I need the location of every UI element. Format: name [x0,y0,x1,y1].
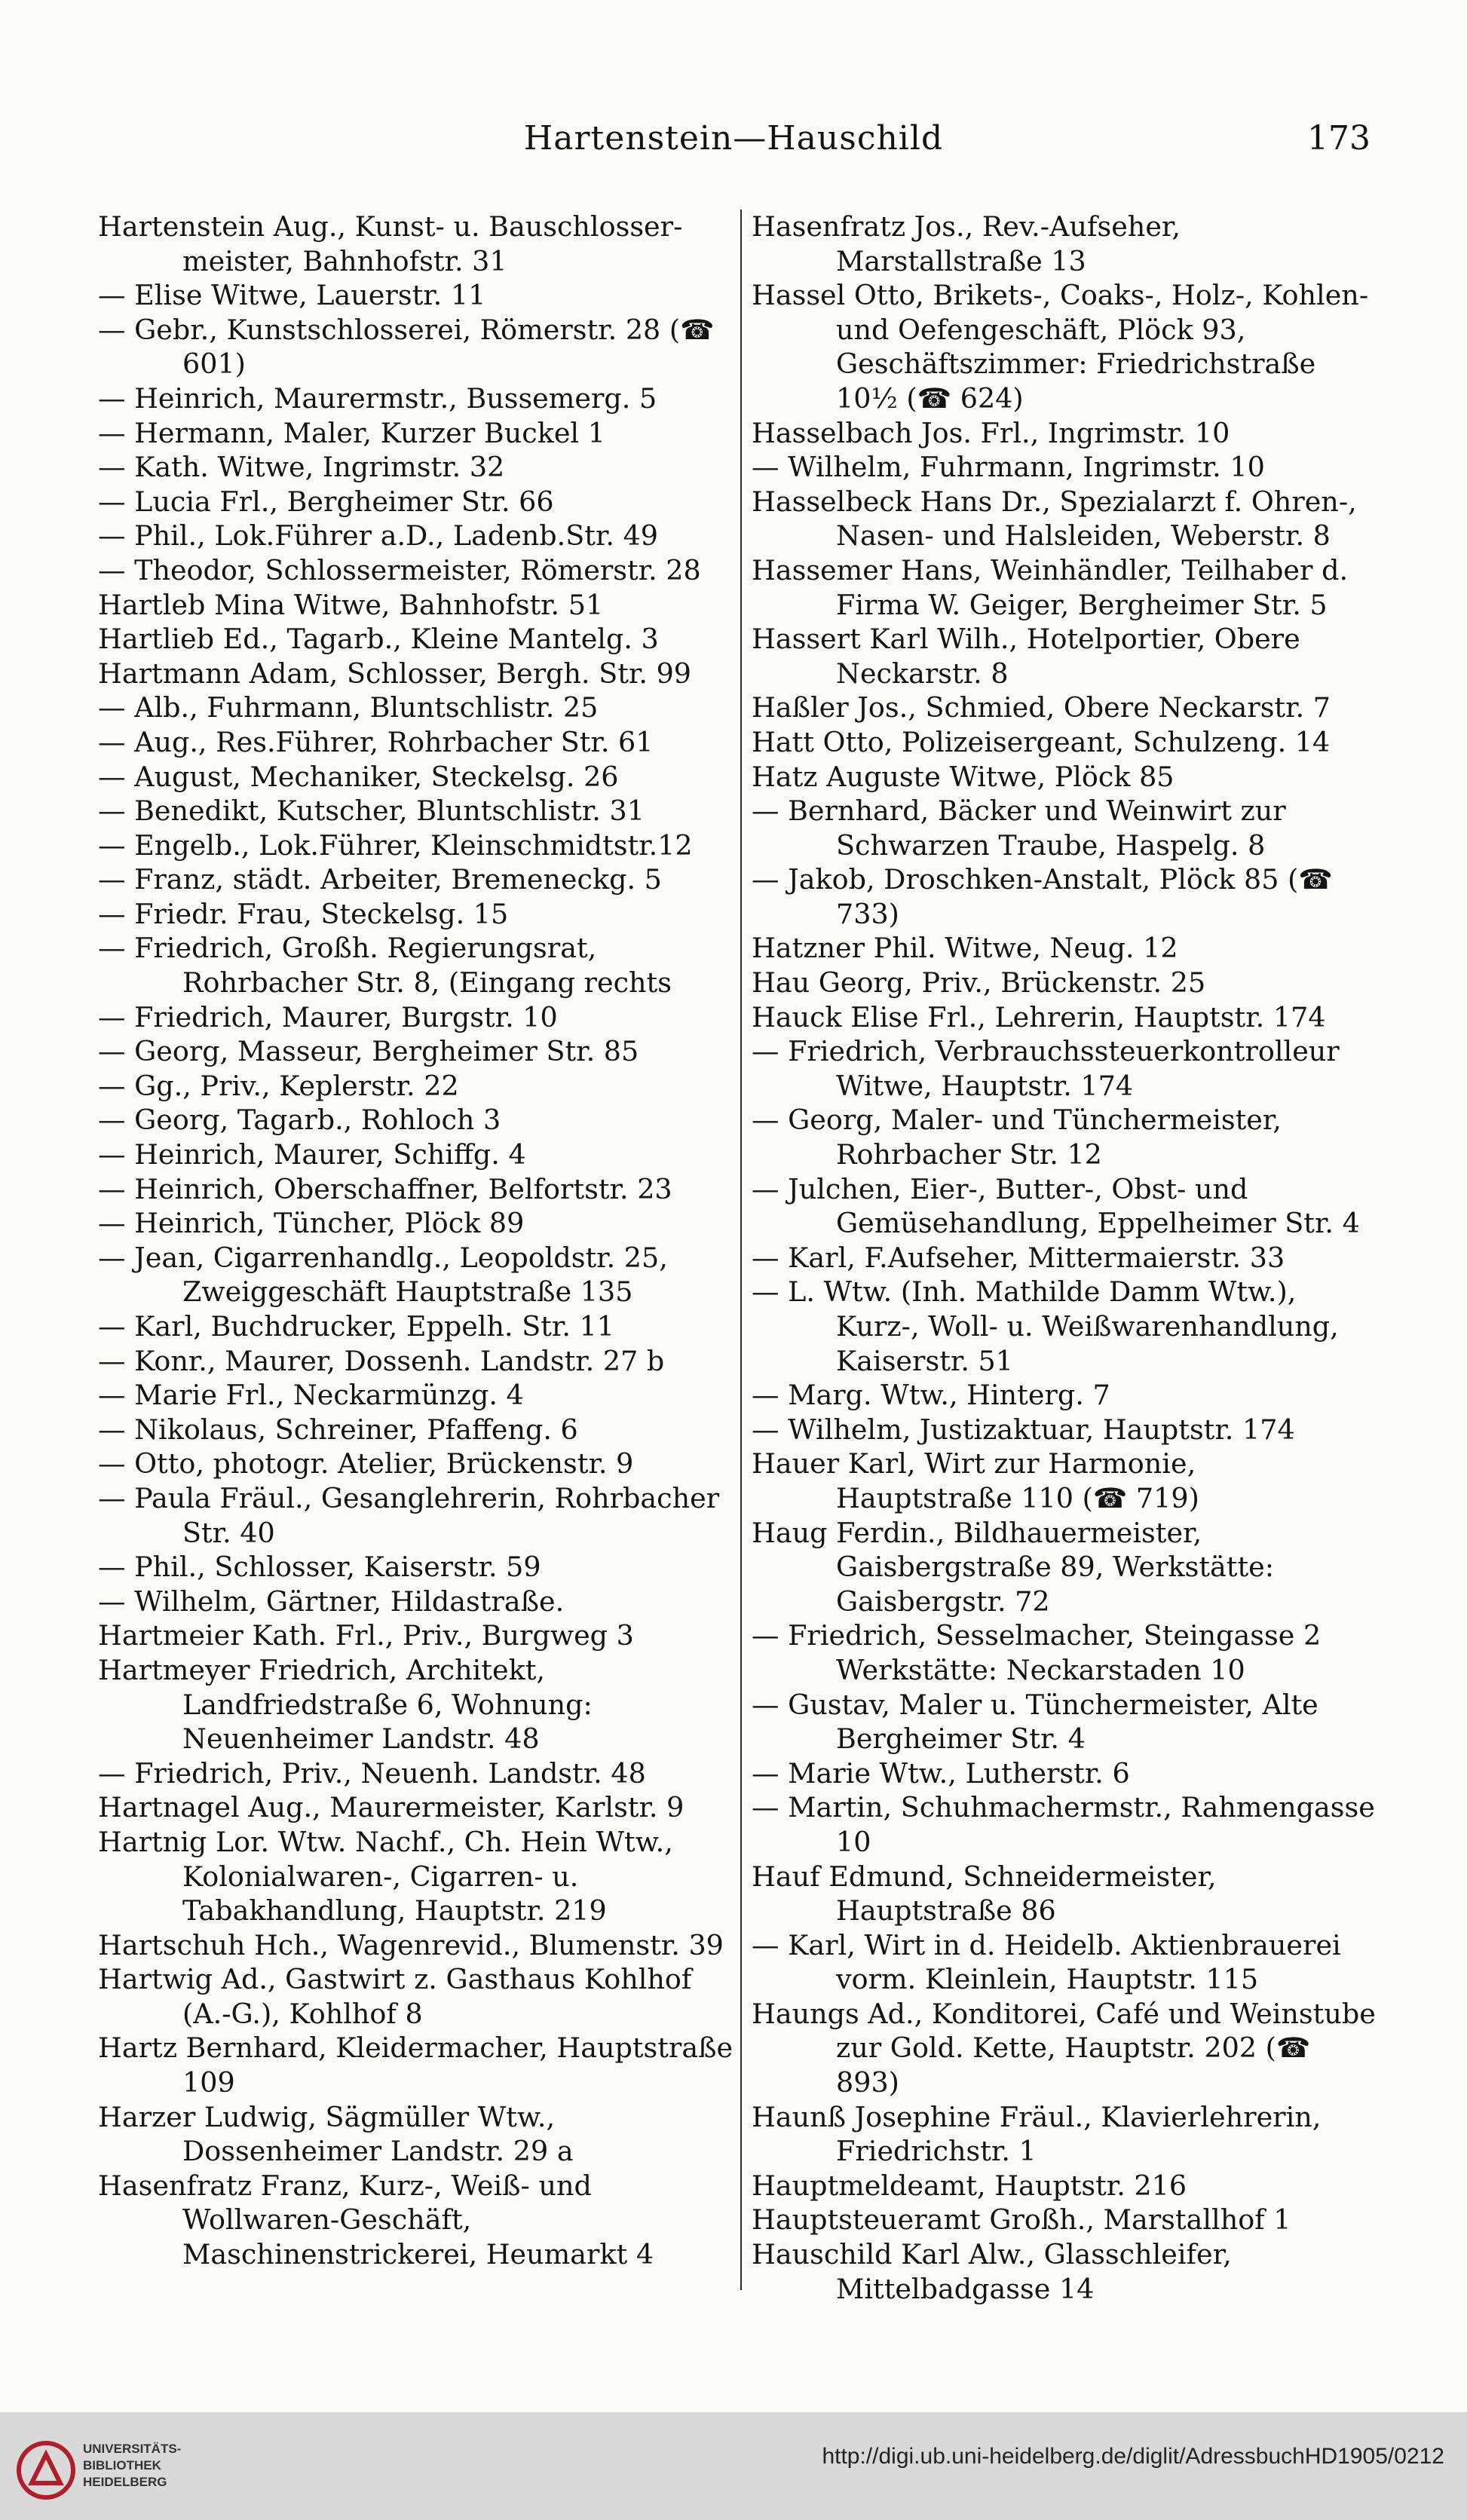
university-library-logo-icon [17,2441,75,2500]
directory-entry: — Paula Fräul., Gesanglehrerin, Rohrbacher Str. 40 [98,1481,720,1549]
directory-entry: — Friedr. Frau, Steckelsg. 15 [98,897,509,930]
directory-entry: Hartmeyer Friedrich, Architekt, Landfriedstraße 6, Wohnung: Neuenheimer Landstr. 48 [98,1653,593,1756]
library-line-1: UNIVERSITÄTS- [83,2442,182,2456]
directory-entry: — Wilhelm, Gärtner, Hildastraße. [98,1585,565,1618]
directory-entry: Hauer Karl, Wirt zur Harmonie, Hauptstraße 110 (☎ 719) [752,1447,1199,1514]
directory-entry: Hartwig Ad., Gastwirt z. Gasthaus Kohlhof (A.-G.), Kohlhof 8 [98,1963,692,2030]
directory-entry: — Nikolaus, Schreiner, Pfaffeng. 6 [98,1413,578,1446]
directory-entry: Hatz Auguste Witwe, Plöck 85 [752,760,1175,793]
left-column [98,210,739,2272]
library-name [83,2441,181,2491]
directory-entry: Haug Ferdin., Bildhauermeister, Gaisbergstraße 89, Werkstätte: Gaisbergstr. 72 [752,1516,1275,1618]
directory-entry: — Gg., Priv., Keplerstr. 22 [98,1069,459,1102]
directory-entry: — Engelb., Lok.Führer, Kleinschmidtstr.12 [98,828,693,862]
directory-entry: Hartnagel Aug., Maurermeister, Karlstr. 9 [98,1791,684,1824]
directory-entry: — Phil., Schlosser, Kaiserstr. 59 [98,1551,541,1584]
directory-entry: — Heinrich, Maurer, Schiffg. 4 [98,1138,526,1171]
directory-entry: Hasselbach Jos. Frl., Ingrimstr. 10 [752,416,1230,449]
directory-entry: — Julchen, Eier-, Butter-, Obst- und Gemüsehandlung, Eppelheimer Str. 4 [752,1172,1360,1240]
directory-entry: — Georg, Masseur, Bergheimer Str. 85 [98,1035,639,1068]
directory-entry: — Aug., Res.Führer, Rohrbacher Str. 61 [98,725,654,758]
directory-entry: Haungs Ad., Konditorei, Café und Weinstube zur Gold. Kette, Hauptstr. 202 (☎ 893) [752,1997,1376,2099]
directory-entry: — Jakob, Droschken-Anstalt, Plöck 85 (☎ 733) [752,863,1333,930]
directory-entry: — Friedrich, Priv., Neuenh. Landstr. 48 [98,1756,646,1790]
directory-entry: — Wilhelm, Justizaktuar, Hauptstr. 174 [752,1413,1295,1446]
directory-entry: Hau Georg, Priv., Brückenstr. 25 [752,966,1206,1000]
directory-entry: Hauck Elise Frl., Lehrerin, Hauptstr. 174 [752,1000,1326,1033]
directory-entry: — Martin, Schuhmachermstr., Rahmengasse 10 [752,1791,1375,1858]
directory-entry: Hasenfratz Franz, Kurz-, Weiß- und Wollwaren-Geschäft, Maschinenstrickerei, Heumarkt 4 [98,2169,654,2271]
directory-entry: Hartenstein Aug., Kunst- u. Bauschlosser-meister, Bahnhofstr. 31 [98,210,683,277]
running-title: Hartenstein—Hauschild [523,119,944,158]
directory-entry: Hassel Otto, Brikets-, Coaks-, Holz-, Kohlen- und Oefengeschäft, Plöck 93, Geschäftszimmer: Friedrichstraße 10½ (☎ 624) [752,279,1369,415]
footer-bar [0,2412,1467,2520]
directory-entry: Hauptmeldeamt, Hauptstr. 216 [752,2169,1187,2202]
directory-entry: — Friedrich, Maurer, Burgstr. 10 [98,1000,558,1033]
directory-entry: — Hermann, Maler, Kurzer Buckel 1 [98,416,605,449]
directory-entry: Hasenfratz Jos., Rev.-Aufseher, Marstallstraße 13 [752,210,1181,277]
directory-entry: — Marie Wtw., Lutherstr. 6 [752,1756,1130,1790]
directory-entry: Hauf Edmund, Schneidermeister, Hauptstraße 86 [752,1860,1217,1928]
directory-entry: Hatzner Phil. Witwe, Neug. 12 [752,932,1178,965]
directory-entry: — Konr., Maurer, Dossenh. Landstr. 27 b [98,1344,665,1377]
right-column [752,210,1377,2306]
directory-entry: — Phil., Lok.Führer a.D., Ladenb.Str. 49 [98,519,659,553]
directory-entry: Hassemer Hans, Weinhändler, Teilhaber d. Firma W. Geiger, Bergheimer Str. 5 [752,553,1349,621]
directory-entry: Hasselbeck Hans Dr., Spezialarzt f. Ohren-, Nasen- und Halsleiden, Weberstr. 8 [752,485,1357,553]
directory-entry: — Kath. Witwe, Ingrimstr. 32 [98,451,505,484]
directory-entry: — Karl, F.Aufseher, Mittermaierstr. 33 [752,1241,1285,1274]
directory-entry: Haßler Jos., Schmied, Obere Neckarstr. 7 [752,691,1331,724]
directory-entry: — Marie Frl., Neckarmünzg. 4 [98,1379,524,1412]
directory-entry: Hartmeier Kath. Frl., Priv., Burgweg 3 [98,1619,634,1652]
directory-entry: — Theodor, Schlossermeister, Römerstr. 28 [98,553,701,586]
directory-entry: — Georg, Tagarb., Rohloch 3 [98,1104,501,1137]
directory-entry: Hartz Bernhard, Kleidermacher, Hauptstraße 109 [98,2032,734,2099]
directory-entry: Hartmann Adam, Schlosser, Bergh. Str. 99 [98,657,692,690]
directory-entry: — Karl, Buchdrucker, Eppelh. Str. 11 [98,1310,614,1343]
directory-entry: Hartschuh Hch., Wagenrevid., Blumenstr. 39 [98,1928,724,1961]
column-divider [740,210,742,2290]
directory-entry: — Gebr., Kunstschlosserei, Römerstr. 28 (☎ 601) [98,313,715,381]
directory-entry: Hassert Karl Wilh., Hotelportier, Obere Neckarstr. 8 [752,623,1300,690]
directory-entry: — Marg. Wtw., Hinterg. 7 [752,1379,1110,1412]
directory-entry: Hartnig Lor. Wtw. Nachf., Ch. Hein Wtw., Kolonialwaren-, Cigarren- u. Tabakhandlung, Hauptstr. 219 [98,1825,673,1928]
directory-entry: — Lucia Frl., Bergheimer Str. 66 [98,485,554,518]
source-url[interactable]: http://digi.ub.uni-heidelberg.de/diglit/AdressbuchHD1905/0212 [822,2444,1444,2469]
directory-entry: — August, Mechaniker, Steckelsg. 26 [98,760,619,793]
library-line-3: HEIDELBERG [83,2475,167,2489]
directory-entry: — Jean, Cigarrenhandlg., Leopoldstr. 25, Zweiggeschäft Hauptstraße 135 [98,1241,668,1309]
directory-entry: — Friedrich, Verbrauchssteuerkontrolleur Witwe, Hauptstr. 174 [752,1035,1340,1102]
directory-entry: — L. Wtw. (Inh. Mathilde Damm Wtw.), Kurz-, Woll- u. Weißwarenhandlung, Kaiserstr. 51 [752,1275,1339,1377]
directory-entry: Harzer Ludwig, Sägmüller Wtw., Dossenheimer Landstr. 29 a [98,2100,574,2168]
directory-entry: — Otto, photogr. Atelier, Brückenstr. 9 [98,1447,634,1480]
directory-entry: Hatt Otto, Polizeisergeant, Schulzeng. 14 [752,725,1331,758]
directory-entry: — Georg, Maler- und Tünchermeister, Rohrbacher Str. 12 [752,1104,1282,1171]
library-line-2: BIBLIOTHEK [83,2458,161,2473]
directory-entry: Hauschild Karl Alw., Glasschleifer, Mittelbadgasse 14 [752,2238,1232,2305]
directory-entry: — Friedrich, Sesselmacher, Steingasse 2 Werkstätte: Neckarstaden 10 [752,1619,1322,1686]
directory-entry: — Elise Witwe, Lauerstr. 11 [98,279,486,312]
directory-entry: — Gustav, Maler u. Tünchermeister, Alte Bergheimer Str. 4 [752,1688,1318,1756]
directory-entry: — Franz, städt. Arbeiter, Bremeneckg. 5 [98,863,662,896]
directory-entry: — Wilhelm, Fuhrmann, Ingrimstr. 10 [752,451,1265,484]
directory-entry: Haunß Josephine Fräul., Klavierlehrerin, Friedrichstr. 1 [752,2100,1322,2168]
directory-entry: — Friedrich, Großh. Regierungsrat, Rohrbacher Str. 8, (Eingang rechts [98,932,672,1000]
directory-entry: — Benedikt, Kutscher, Bluntschlistr. 31 [98,795,645,828]
directory-entry: — Bernhard, Bäcker und Weinwirt zur Schwarzen Traube, Haspelg. 8 [752,795,1286,862]
directory-entry: Hartlieb Ed., Tagarb., Kleine Mantelg. 3 [98,623,659,656]
directory-entry: Hartleb Mina Witwe, Bahnhofstr. 51 [98,588,604,621]
directory-entry: Hauptsteueramt Großh., Marstallhof 1 [752,2203,1291,2237]
page-number: 173 [1307,119,1371,158]
directory-entry: — Heinrich, Oberschaffner, Belfortstr. 23 [98,1172,672,1205]
directory-entry: — Heinrich, Tüncher, Plöck 89 [98,1207,525,1240]
page-header [0,119,1467,164]
directory-entry: — Heinrich, Maurermstr., Bussemerg. 5 [98,381,657,415]
directory-entry: — Karl, Wirt in d. Heidelb. Aktienbrauerei vorm. Kleinlein, Hauptstr. 115 [752,1928,1341,1996]
directory-entry: — Alb., Fuhrmann, Bluntschlistr. 25 [98,691,599,724]
